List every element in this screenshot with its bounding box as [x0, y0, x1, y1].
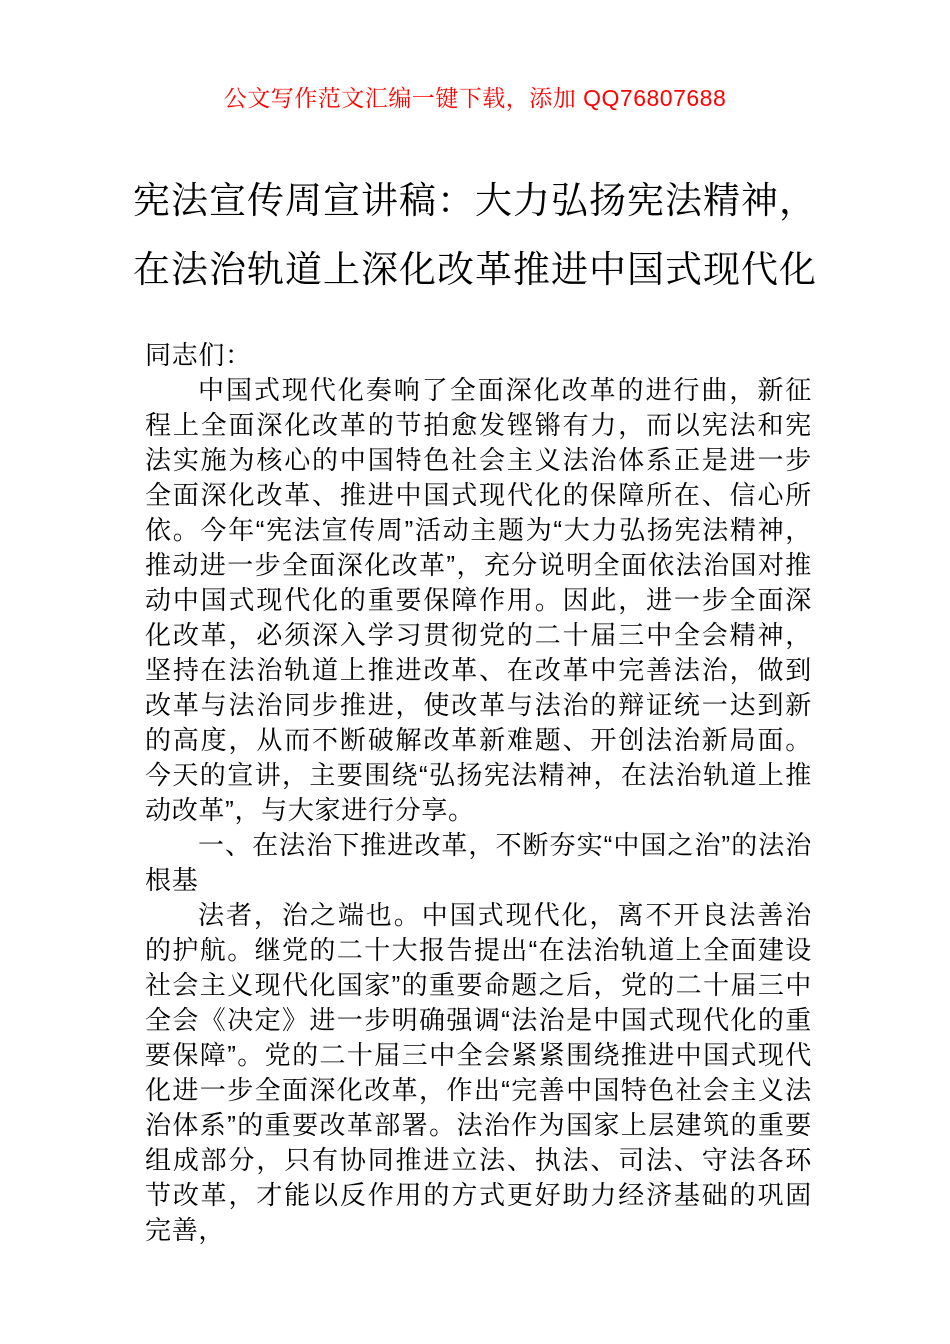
document-title-line-1: 宪法宣传周宣讲稿：大力弘扬宪法精神，	[133, 180, 817, 221]
document-title-line-2: 在法治轨道上深化改革推进中国式现代化	[133, 249, 817, 290]
body-paragraph-1: 中国式现代化奏响了全面深化改革的进行曲，新征程上全面深化改革的节拍愈发铿锵有力，而以宪法和宪法实施为核心的中国特色社会主义法治体系正是进一步全面深化改革、推进中国式现代化的保障所在、信心所依。今年“宪法宣传周”活动主题为“大力弘扬宪法精神，推动进一步全面深化改革”，充分说明全面依法治国对推动中国式现代化的重要保障作用。因此，进一步全面深化改革，必须深入学习贯彻党的二十届三中全会精神，坚持在法治轨道上推进改革、在改革中完善法治，做到改革与法治同步推进，使改革与法治的辩证统一达到新的高度，从而不断破解改革新难题、开创法治新局面。今天的宣讲，主要围绕“弘扬宪法精神，在法治轨道上推动改革”，与大家进行分享。	[145, 375, 812, 825]
body-paragraph-2: 法者，治之端也。中国式现代化，离不开良法善治的护航。继党的二十大报告提出“在法治轨道上全面建设社会主义现代化国家”的重要命题之后，党的二十届三中全会《决定》进一步明确强调“法治是中国式现代化的重要保障”。党的二十届三中全会紧紧围绕推进中国式现代化进一步全面深化改革，作出“完善中国特色社会主义法治体系”的重要改革部署。法治作为国家上层建筑的重要组成部分，只有协同推进立法、执法、司法、守法各环节改革，才能以反作用的方式更好助力经济基础的巩固完善，	[145, 900, 812, 1245]
salutation: 同志们：	[145, 340, 252, 370]
document-title	[0, 166, 950, 304]
promo-banner-text: 公文写作范文汇编一键下载，添加 QQ76807688	[223, 85, 727, 111]
document-body	[145, 338, 812, 1248]
section-heading-1: 一、在法治下推进改革，不断夯实“中国之治”的法治根基	[145, 830, 812, 895]
